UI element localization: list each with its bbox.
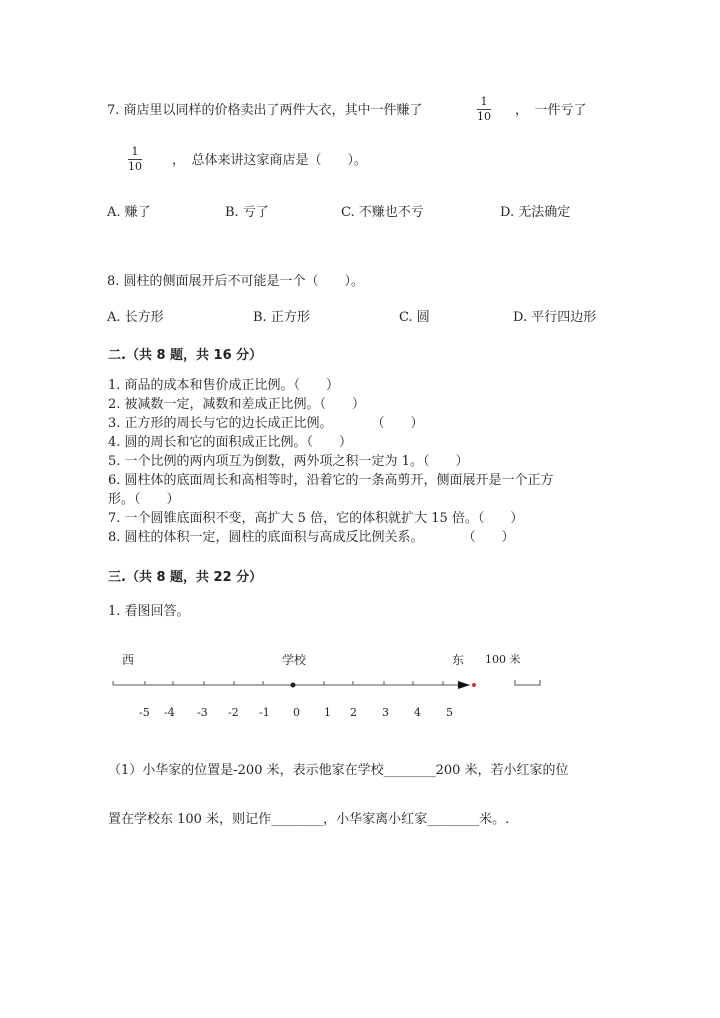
q7-option-c: C. 不赚也不亏: [341, 205, 424, 220]
q8-option-b: B. 正方形: [253, 310, 310, 325]
tick-label: -3: [197, 706, 208, 719]
arrow-head-icon: [458, 681, 470, 689]
tick-label: -1: [259, 706, 270, 719]
tick-label: 1: [324, 706, 331, 719]
list-item: 6. 圆柱体的底面周长和高相等时，沿着它的一条高剪开，侧面展开是一个正方: [108, 473, 554, 488]
list-item: 8. 圆柱的体积一定，圆柱的底面积与高成反比例关系。 （ ）: [108, 530, 515, 545]
tick-label: 0: [293, 706, 300, 719]
tick-label: -2: [228, 706, 239, 719]
q7-option-b: B. 亏了: [225, 205, 269, 220]
west-label: 西: [122, 653, 135, 667]
section-2-title: 二.（共 8 题，共 16 分）: [108, 348, 263, 363]
tick-label: 3: [382, 706, 389, 719]
sub-question-1-line-1: （1）小华家的位置是-200 米，表示他家在学校________200 米，若小红家的位: [108, 763, 569, 778]
origin-point: [291, 683, 296, 688]
q8-option-d: D. 平行四边形: [513, 310, 597, 325]
list-item: 1. 商品的成本和售价成正比例。（ ）: [108, 378, 340, 393]
end-point: [472, 683, 476, 687]
list-item: 3. 正方形的周长与它的边长成正比例。 （ ）: [108, 416, 424, 431]
list-item: 7. 一个圆锥底面积不变，高扩大 5 倍，它的体积就扩大 15 倍。（ ）: [108, 511, 524, 526]
q7-text-2: ， 一件亏了: [515, 103, 587, 118]
denominator: 10: [477, 110, 491, 123]
numerator: 1: [128, 145, 142, 160]
scale-label: 100 米: [485, 653, 521, 666]
tick-label: 5: [446, 706, 453, 719]
q7-option-d: D. 无法确定: [500, 205, 571, 220]
q7-text-1: 7. 商店里以同样的价格卖出了两件大衣，其中一件赚了: [107, 103, 423, 118]
q8-text: 8. 圆柱的侧面展开后不可能是一个（ ）。: [107, 274, 365, 289]
section-3-title: 三.（共 8 题，共 22 分）: [108, 570, 263, 585]
q7-option-a: A. 赚了: [107, 205, 151, 220]
q7-text-3: ， 总体来讲这家商店是（ ）。: [172, 153, 368, 168]
east-label: 东: [452, 653, 465, 667]
list-item: 5. 一个比例的两内项互为倒数，两外项之积一定为 1。（ ）: [108, 454, 469, 469]
q8-option-a: A. 长方形: [107, 310, 164, 325]
tick-label: 4: [414, 706, 421, 719]
tick-label: -4: [164, 706, 175, 719]
list-item: 形。（ ）: [108, 492, 180, 507]
list-item: 2. 被减数一定，减数和差成正比例。（ ）: [108, 397, 366, 412]
section-3-q1: 1. 看图回答。: [108, 604, 190, 619]
list-item: 4. 圆的周长和它的面积成正比例。（ ）: [108, 435, 353, 450]
scale-bar: [515, 680, 540, 685]
denominator: 10: [128, 160, 142, 173]
school-label: 学校: [282, 653, 307, 667]
numerator: 1: [477, 95, 491, 110]
sub-question-1-line-2: 置在学校东 100 米，则记作________，小华家离小红家________米。.: [108, 812, 510, 827]
tick-label: 2: [350, 706, 357, 719]
q8-option-c: C. 圆: [399, 310, 430, 325]
tick-label: -5: [139, 706, 150, 719]
